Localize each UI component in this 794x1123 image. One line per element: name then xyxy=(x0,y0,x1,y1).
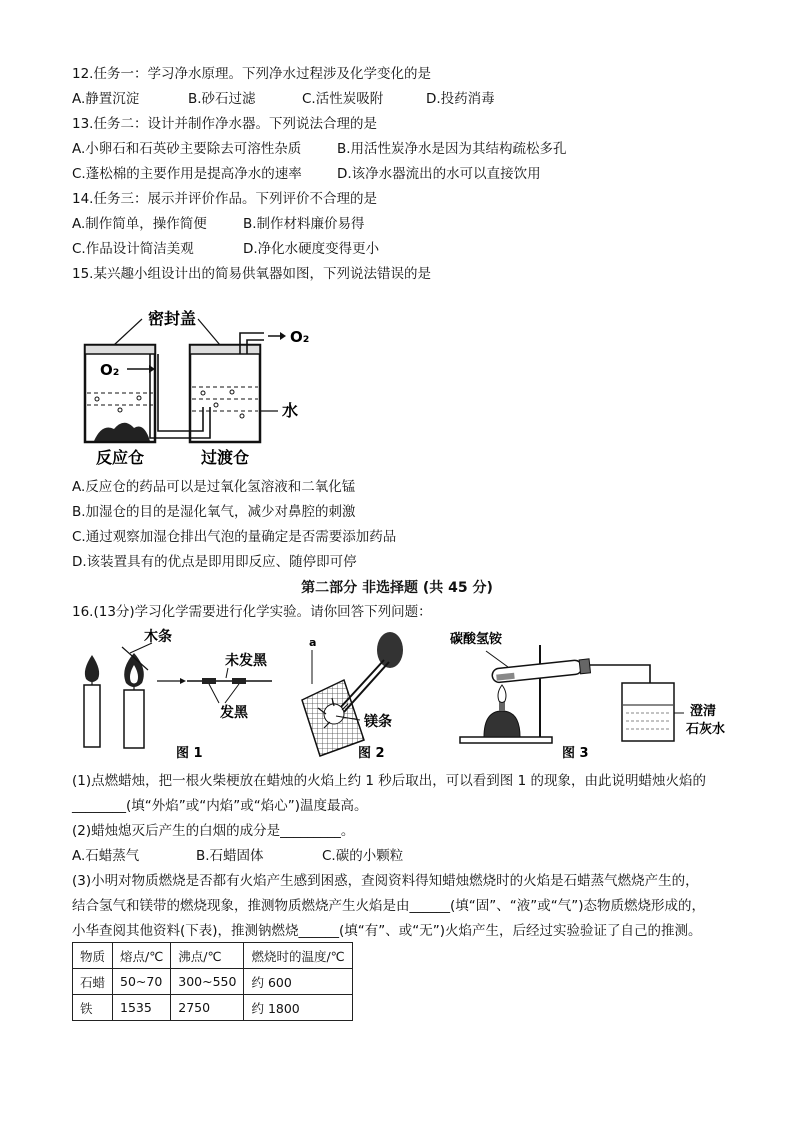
properties-table xyxy=(72,942,353,1021)
q12-option-b: B.砂石过滤 xyxy=(188,91,256,107)
reaction-chamber-label: 反应仓 xyxy=(95,448,145,467)
table-cell: 2750 xyxy=(171,995,244,1021)
lid-label: 密封盖 xyxy=(147,309,197,328)
table-cell: 石蜡 xyxy=(73,969,113,995)
figure-3-heating-setup xyxy=(450,625,735,765)
table-cell: 50~70 xyxy=(113,969,171,995)
water-label: 水 xyxy=(282,401,299,420)
fig2-caption: 图 2 xyxy=(358,746,385,761)
fig1-stick-label: 木条 xyxy=(144,629,172,645)
figure-2-magnesium xyxy=(292,628,432,763)
table-cell: 1535 xyxy=(113,995,171,1021)
q16-p2-option-b: B.石蜡固体 xyxy=(196,848,264,864)
q15-option-c: C.通过观察加湿仓排出气泡的量确定是否需要添加药品 xyxy=(72,529,397,545)
q16-p3-line2: 结合氢气和镁带的燃烧现象，推测物质燃烧产生火焰是由______(填“固”、“液”或“气”)态物质燃烧形成的， xyxy=(72,898,705,914)
q16-stem: 16.(13分)学习化学需要进行化学实验。请你回答下列问题： xyxy=(72,604,432,620)
fig3-reagent-label: 碳酸氢铵 xyxy=(450,632,503,647)
q16-p2-stem: (2)蜡烛熄灭后产生的白烟的成分是_________。 xyxy=(72,823,355,839)
table-header-cell: 燃烧时的温度/℃ xyxy=(244,943,352,969)
table-cell: 铁 xyxy=(73,995,113,1021)
fig1-not-black-label: 未发黑 xyxy=(225,653,267,669)
q14-option-d: D.净化水硬度变得更小 xyxy=(243,241,380,257)
q15-option-b: B.加湿仓的目的是湿化氧气，减少对鼻腔的刺激 xyxy=(72,504,356,520)
q14-option-c: C.作品设计简洁美观 xyxy=(72,241,194,257)
q12-stem: 12.任务一：学习净水原理。下列净水过程涉及化学变化的是 xyxy=(72,66,431,82)
fig3-caption: 图 3 xyxy=(562,746,589,761)
o2-in-label: O₂ xyxy=(100,361,120,379)
table-cell: 约 1800 xyxy=(244,995,352,1021)
q16-p2-option-c: C.碳的小颗粒 xyxy=(322,848,404,864)
fig2-ribbon-label: 镁条 xyxy=(364,714,392,730)
o2-out-label: O₂ xyxy=(290,328,310,346)
transition-chamber-label: 过渡仓 xyxy=(200,448,250,467)
oxygen-generator-diagram xyxy=(72,295,322,470)
q15-option-a: A.反应仓的药品可以是过氧化氢溶液和二氧化锰 xyxy=(72,479,356,495)
fig2-a-label: a xyxy=(309,636,317,649)
table-cell: 300~550 xyxy=(171,969,244,995)
q16-p3-line1: (3)小明对物质燃烧是否都有火焰产生感到困惑，查阅资料得知蜡烛燃烧时的火焰是石蜡蒸气燃烧产生的， xyxy=(72,873,699,889)
q14-option-a: A.制作简单，操作简便 xyxy=(72,216,207,232)
table-row xyxy=(73,969,353,995)
q13-option-c: C.蓬松棉的主要作用是提高净水的速率 xyxy=(72,166,302,182)
q13-option-b: B.用活性炭净水是因为其结构疏松多孔 xyxy=(337,141,567,157)
q15-option-d: D.该装置具有的优点是即用即反应、随停即可停 xyxy=(72,554,357,570)
fig3-limewater-label-2: 石灰水 xyxy=(686,722,726,737)
fig1-black-label: 发黑 xyxy=(220,705,248,721)
q13-option-d: D.该净水器流出的水可以直接饮用 xyxy=(337,166,541,182)
q13-option-a: A.小卵石和石英砂主要除去可溶性杂质 xyxy=(72,141,302,157)
q14-option-b: B.制作材料廉价易得 xyxy=(243,216,365,232)
q16-p1-line1: (1)点燃蜡烛，把一根火柴梗放在蜡烛的火焰上约 1 秒后取出，可以看到图 1 的现象，由此说明蜡烛火焰的 xyxy=(72,773,706,789)
figure-1-candles xyxy=(72,625,282,765)
table-cell: 约 600 xyxy=(244,969,352,995)
q12-option-a: A.静置沉淀 xyxy=(72,91,140,107)
fig3-limewater-label-1: 澄清 xyxy=(690,704,717,719)
table-header-cell: 沸点/℃ xyxy=(171,943,244,969)
table-header-row xyxy=(73,943,353,969)
q13-stem: 13.任务二：设计并制作净水器。下列说法合理的是 xyxy=(72,116,377,132)
q12-option-d: D.投药消毒 xyxy=(426,91,495,107)
q16-p3-line3: 小华查阅其他资料(下表)，推测钠燃烧______(填“有”、或“无”)火焰产生，后经过实验验证了自己的推测。 xyxy=(72,923,702,939)
fig1-caption: 图 1 xyxy=(176,746,203,761)
q16-p2-option-a: A.石蜡蒸气 xyxy=(72,848,140,864)
table-row xyxy=(73,995,353,1021)
q12-option-c: C.活性炭吸附 xyxy=(302,91,384,107)
q14-stem: 14.任务三：展示并评价作品。下列评价不合理的是 xyxy=(72,191,377,207)
section2-title: 第二部分 非选择题 (共 45 分) xyxy=(301,580,493,596)
table-header-cell: 物质 xyxy=(73,943,113,969)
q15-stem: 15.某兴趣小组设计出的简易供氧器如图，下列说法错误的是 xyxy=(72,266,431,282)
q16-p1-line2: ________(填“外焰”或“内焰”或“焰心”)温度最高。 xyxy=(72,798,368,814)
table-header-cell: 熔点/℃ xyxy=(113,943,171,969)
